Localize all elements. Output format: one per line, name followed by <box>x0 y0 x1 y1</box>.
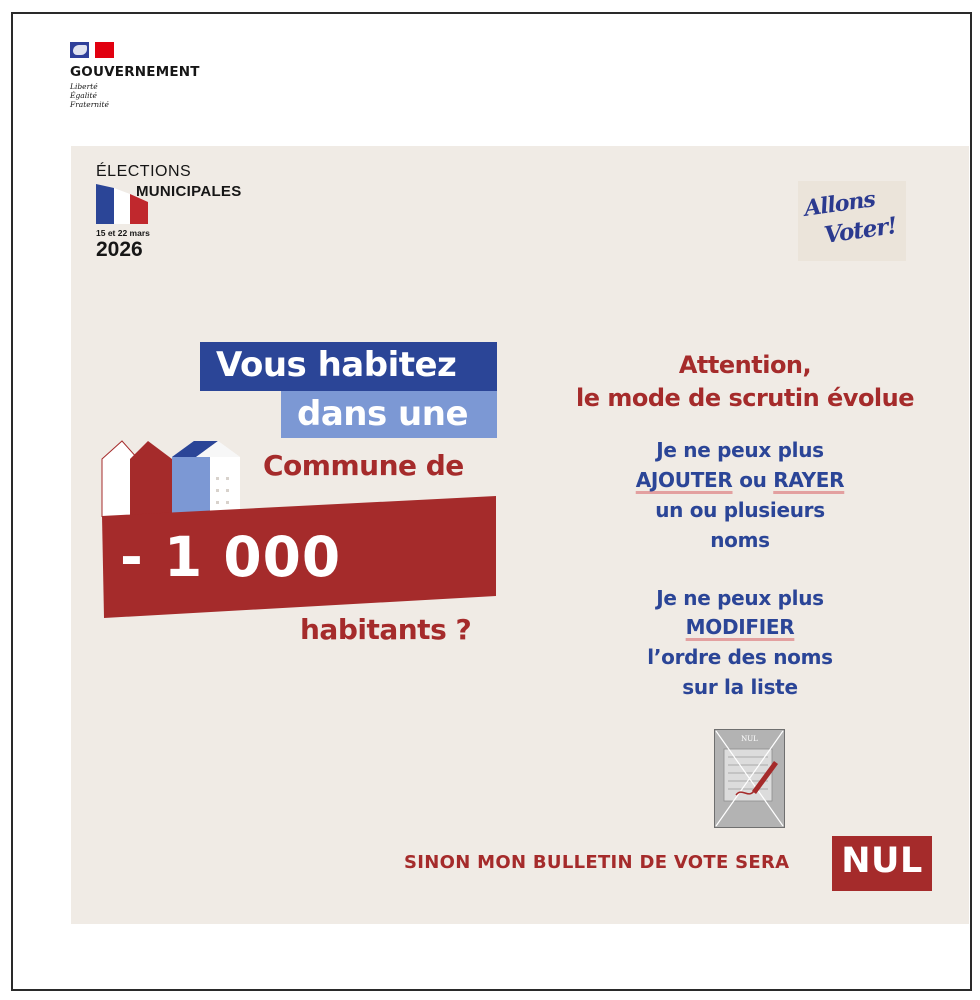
headline-line-5: habitants ? <box>300 613 472 646</box>
warning-line-1: Attention, <box>678 351 812 379</box>
rule1-line-1: Je ne peux plus <box>656 438 824 462</box>
rule2-line-3: l’ordre des noms <box>647 645 833 669</box>
word-strike: RAYER <box>773 468 845 492</box>
headline-line-1: Vous habitez <box>216 345 457 385</box>
rule1-line-2 <box>580 468 900 492</box>
population-threshold: - 1 000 <box>120 525 342 589</box>
elections-year: 2026 <box>96 238 143 261</box>
badge-line-2: Voter! <box>822 212 899 249</box>
headline-line-3: Commune de <box>263 449 464 482</box>
allons-voter-badge <box>798 181 906 261</box>
rule2-line-1: Je ne peux plus <box>656 586 824 610</box>
elections-title: ÉLECTIONS <box>96 163 192 180</box>
rule1-line-4: noms <box>710 528 770 552</box>
rule2-line-2 <box>580 615 900 639</box>
government-logo <box>70 42 200 109</box>
government-name: GOUVERNEMENT <box>70 64 200 80</box>
government-motto: Liberté Égalité Fraternité <box>70 82 109 109</box>
ballot-label: NUL <box>741 735 758 743</box>
warning-line-2: le mode de scrutin évolue <box>575 384 915 412</box>
word-modify: MODIFIER <box>685 615 795 639</box>
elections-subtitle: MUNICIPALES <box>136 183 242 200</box>
headline-line-2: dans une <box>297 394 469 434</box>
word-or: ou <box>739 468 767 492</box>
elections-dates: 15 et 22 mars <box>96 228 150 238</box>
tricolor-flag-icon <box>96 184 150 224</box>
badge-line-1: Allons <box>802 186 877 222</box>
rule2-line-4: sur la liste <box>682 675 798 699</box>
footer-warning: SINON MON BULLETIN DE VOTE SERA <box>404 852 790 873</box>
rule1-line-3: un ou plusieurs <box>655 498 825 522</box>
spoiled-ballot-icon <box>714 729 785 828</box>
word-add: AJOUTER <box>635 468 733 492</box>
nul-label: NUL <box>841 841 923 881</box>
marianne-flag-icon <box>70 42 114 58</box>
